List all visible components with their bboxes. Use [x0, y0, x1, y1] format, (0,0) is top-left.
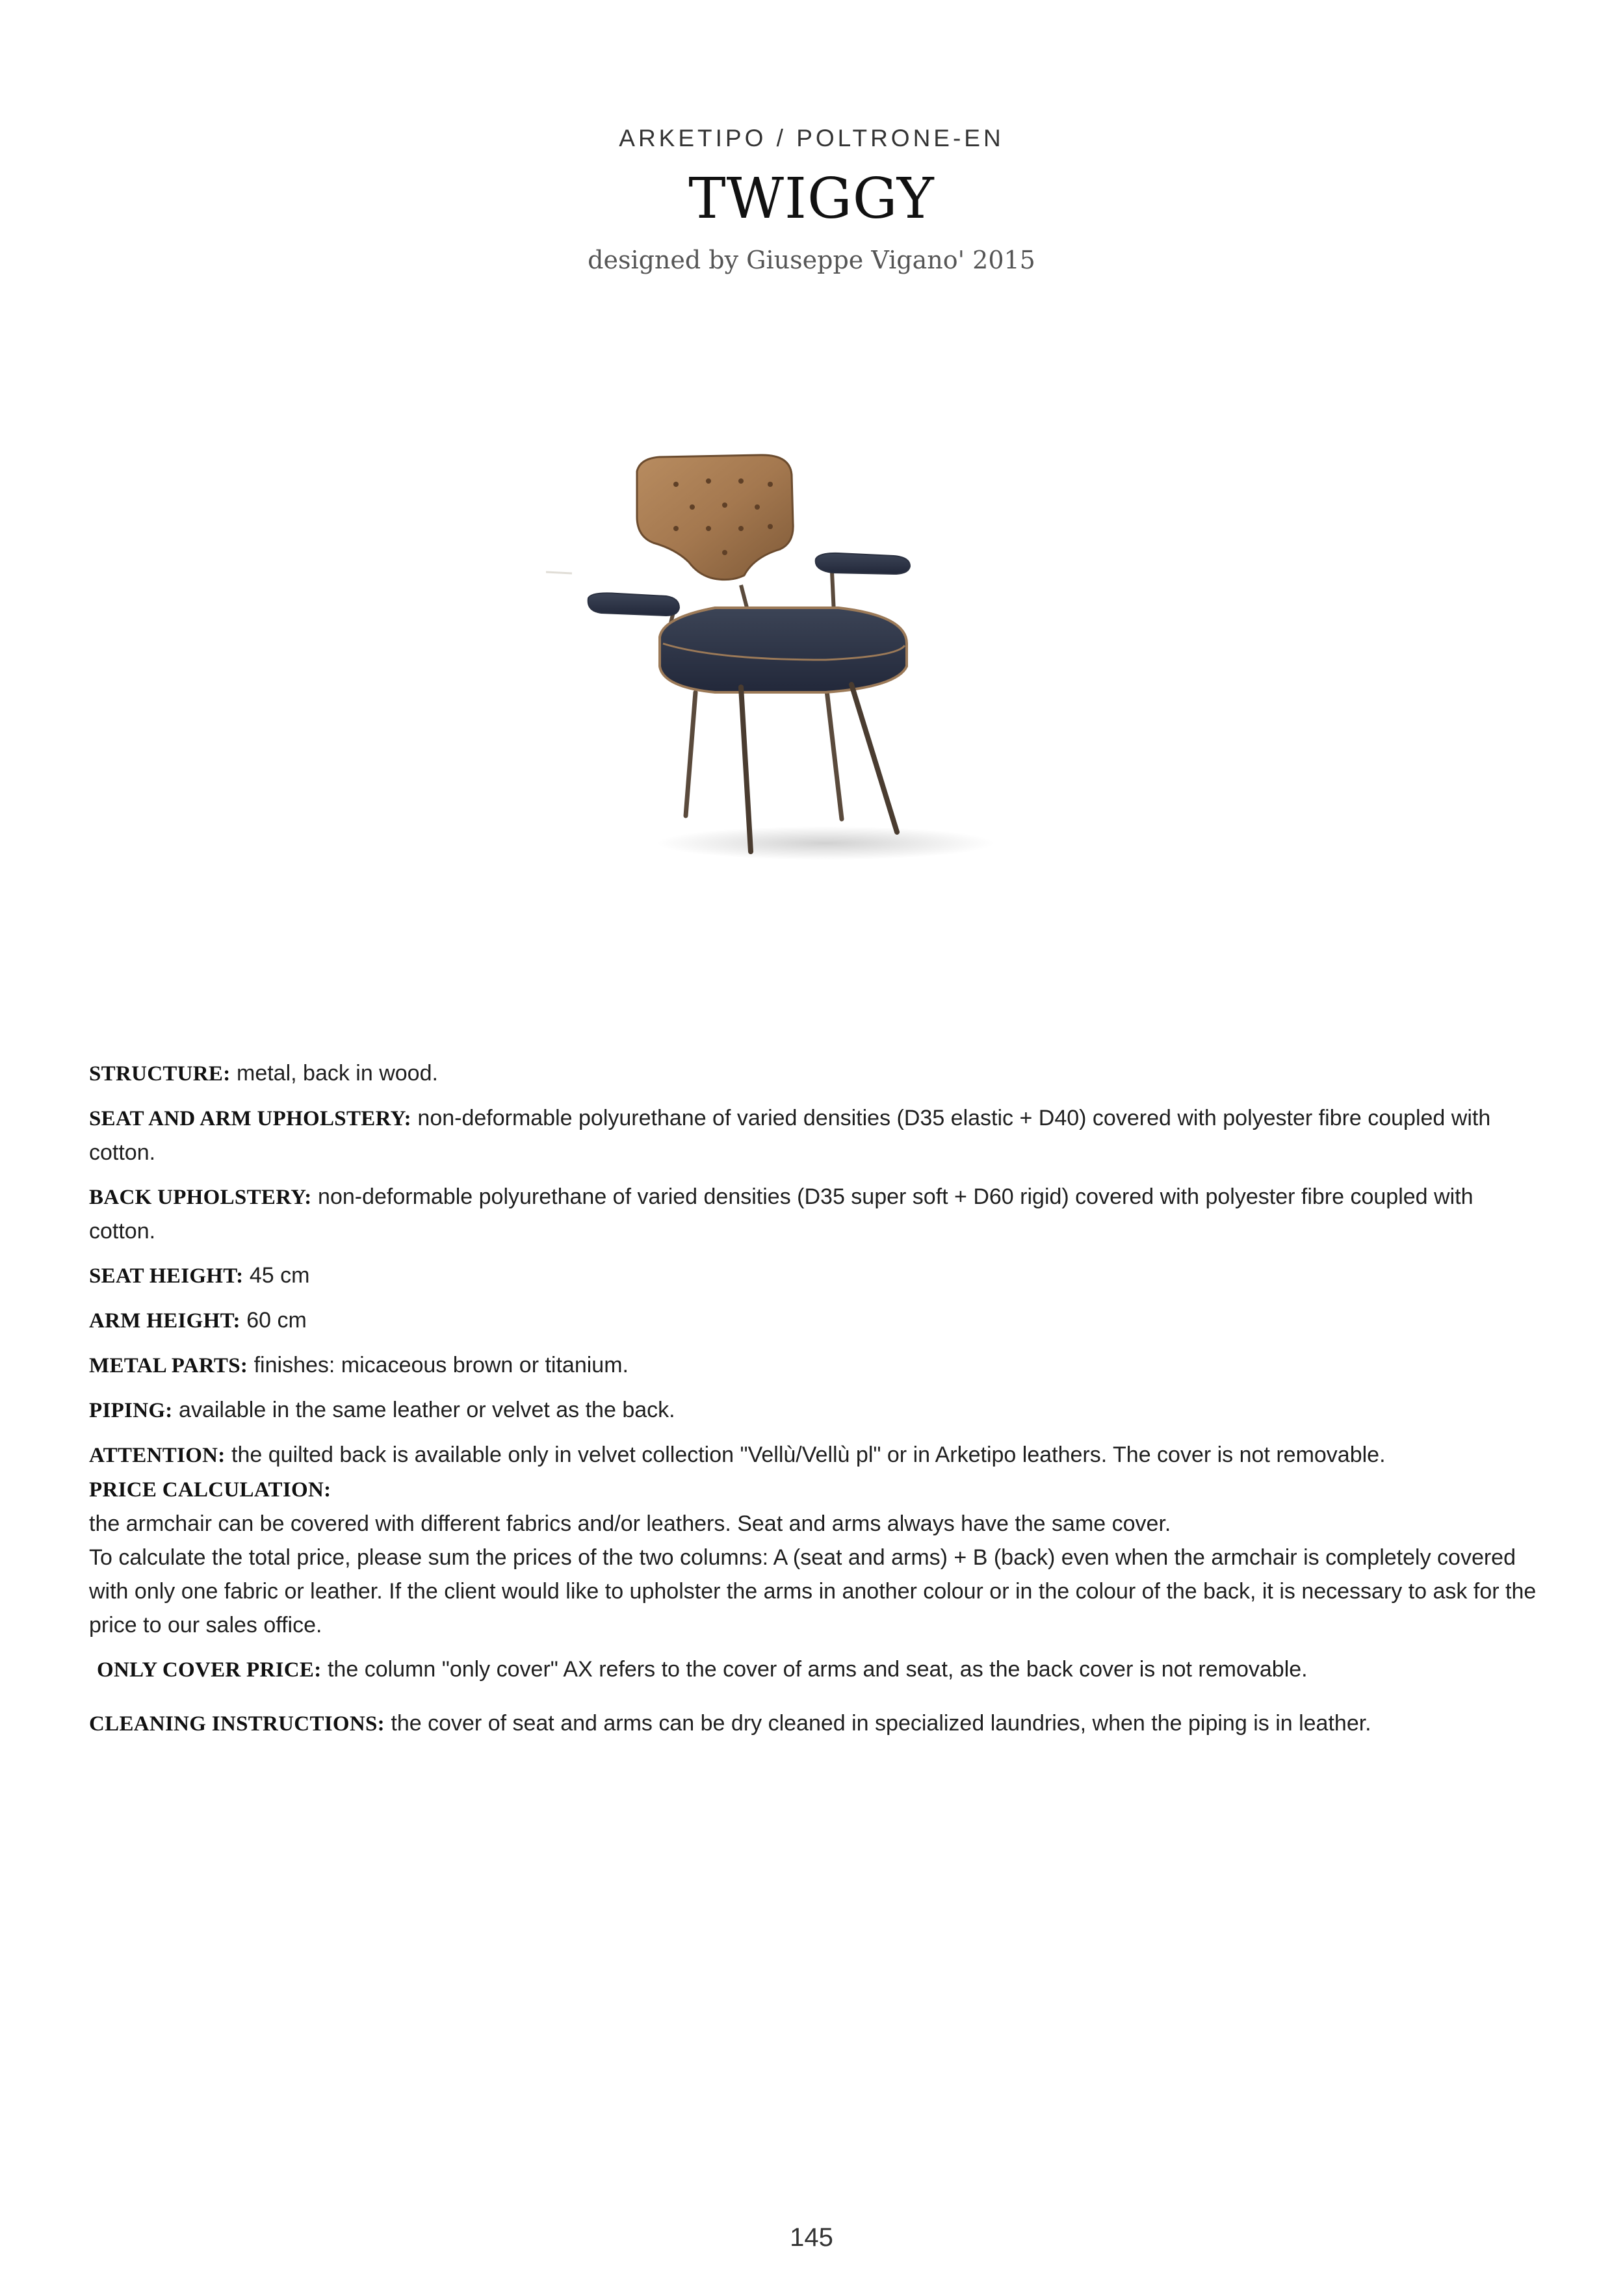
spec-label: ATTENTION:	[89, 1444, 226, 1467]
spec-value: non-deformable polyurethane of varied densities (D35 elastic + D40) covered with polyester fibre coupled with cotton.	[89, 1106, 1491, 1165]
spec-label: ONLY COVER PRICE:	[97, 1658, 322, 1682]
spec-piping	[89, 1393, 1545, 1428]
spec-value: the quilted back is available only in velvet collection "Vellù/Vellù pl" or in Arketipo leathers. The cover is not removable.	[231, 1442, 1386, 1467]
spec-label: BACK UPHOLSTERY:	[89, 1186, 312, 1209]
spec-label: CLEANING INSTRUCTIONS:	[89, 1712, 385, 1736]
chair-leg	[851, 685, 897, 832]
price-calculation-text: the armchair can be covered with different fabrics and/or leathers. Seat and arms always have the same cover.	[89, 1511, 1171, 1536]
spec-label: PRICE CALCULATION:	[89, 1478, 331, 1502]
spec-attention	[89, 1438, 1545, 1472]
spec-metal-parts	[89, 1348, 1545, 1383]
spec-label: METAL PARTS:	[89, 1354, 248, 1377]
spec-label: PIPING:	[89, 1399, 173, 1422]
spec-price-calculation	[89, 1507, 1545, 1642]
designer-credit: designed by Giuseppe Vigano' 2015	[588, 246, 1035, 274]
chair-leg	[686, 692, 695, 816]
spec-cleaning-instructions	[89, 1706, 1545, 1741]
spec-seat-height	[89, 1259, 1545, 1293]
spec-label: SEAT AND ARM UPHOLSTERY:	[89, 1107, 411, 1130]
spec-value: the column "only cover" AX refers to the cover of arms and seat, as the back cover is not removable.	[327, 1657, 1308, 1682]
left-armrest	[588, 593, 679, 616]
right-armrest	[816, 553, 910, 574]
chair-leg	[825, 679, 842, 819]
product-title: TWIGGY	[688, 166, 935, 231]
spec-value: non-deformable polyurethane of varied densities (D35 super soft + D60 rigid) covered with polyester fibre coupled with cotton.	[89, 1184, 1474, 1244]
spec-value: 45 cm	[249, 1263, 310, 1288]
spec-seat-arm-upholstery	[89, 1101, 1545, 1169]
spec-arm-height	[89, 1303, 1545, 1338]
spec-label: SEAT HEIGHT:	[89, 1264, 244, 1288]
spec-value: 60 cm	[246, 1308, 307, 1333]
spec-label: ARM HEIGHT:	[89, 1309, 240, 1333]
spec-back-upholstery	[89, 1180, 1545, 1248]
spec-price-calculation-label	[89, 1472, 1545, 1507]
chair-leg	[741, 687, 751, 852]
product-image-armchair	[546, 445, 1040, 900]
seat-cushion	[660, 608, 907, 692]
spec-value: finishes: micaceous brown or titanium.	[253, 1353, 629, 1377]
page-number: 145	[790, 2223, 833, 2252]
spec-structure	[89, 1056, 1545, 1091]
quilted-backrest	[637, 455, 793, 580]
spec-value: metal, back in wood.	[237, 1061, 438, 1086]
spec-label: STRUCTURE:	[89, 1062, 231, 1086]
spec-only-cover-price	[89, 1652, 1545, 1687]
spec-value: the cover of seat and arms can be dry cleaned in specialized laundries, when the piping is in leather.	[391, 1711, 1371, 1736]
price-calculation-text: To calculate the total price, please sum the prices of the two columns: A (seat and arms) + B (back) even when the armchair is completely covered with only one fabric or leather. If the client would like to upholster the arms in another colour or in the colour of the back, it is necessary to ask for the price to our sales office.	[89, 1545, 1537, 1637]
specifications	[89, 1056, 1545, 1741]
breadcrumb: ARKETIPO / POLTRONE-EN	[619, 125, 1004, 151]
floor-shadow	[656, 826, 994, 860]
spec-value: available in the same leather or velvet as the back.	[179, 1398, 675, 1422]
